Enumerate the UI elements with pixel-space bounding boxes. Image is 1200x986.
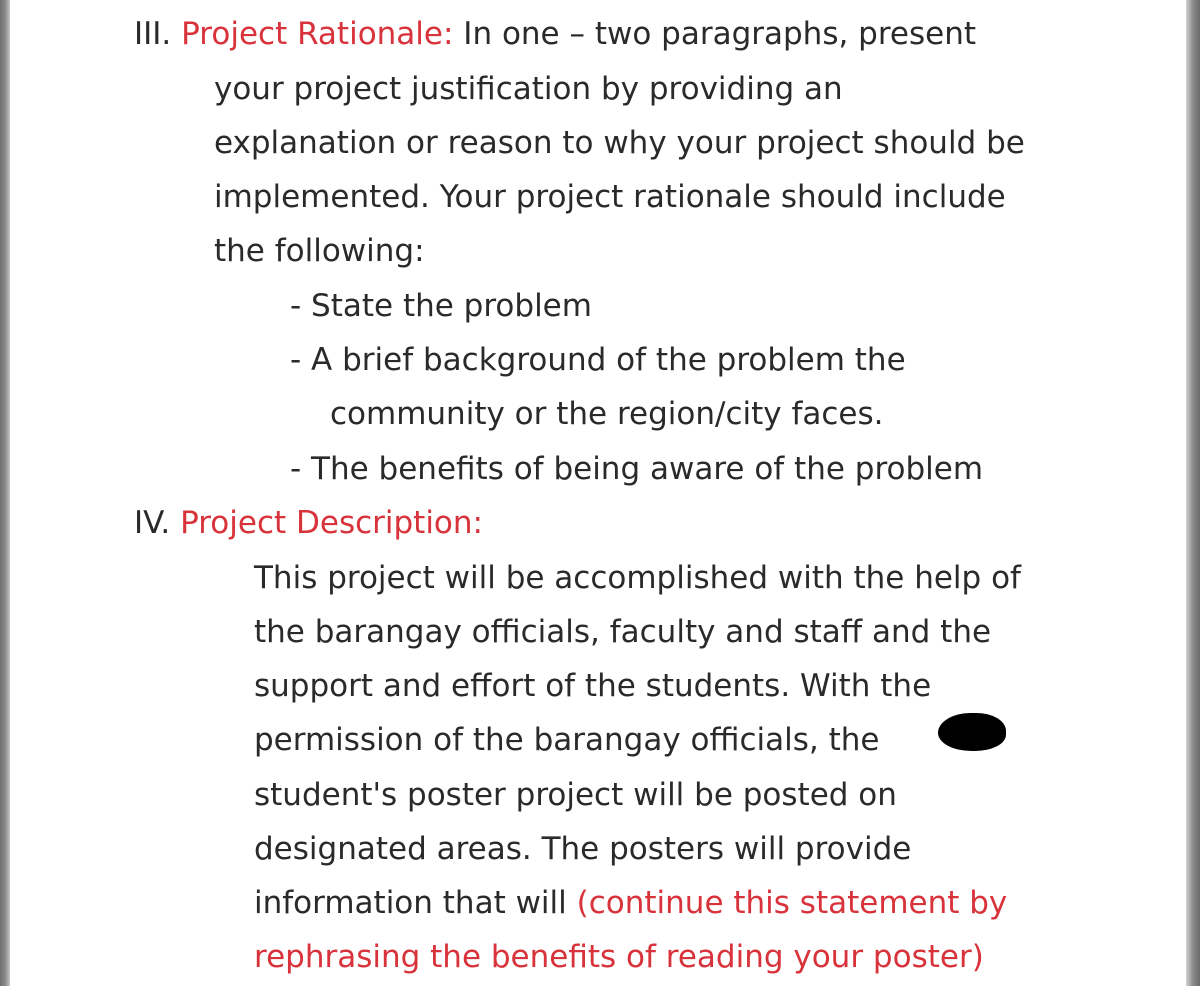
section-4-heading-line xyxy=(134,503,483,543)
section-4-body-line-3: support and effort of the students. With the xyxy=(254,668,932,704)
section-3-heading: Project Rationale: xyxy=(181,16,454,52)
section-3-first-line xyxy=(134,14,976,54)
section-4-body-line-2: the barangay officials, faculty and staff and the xyxy=(254,614,992,650)
section-3-intro-line-4: implemented. Your project rationale should include xyxy=(214,179,1006,215)
section-4-body-line-1: This project will be accomplished with the help of xyxy=(254,560,1021,596)
section-4-body-line-6: designated areas. The posters will provide xyxy=(254,831,912,867)
document-page xyxy=(10,0,1186,986)
section-3-numeral: III. xyxy=(134,16,172,52)
section-4-heading: Project Description: xyxy=(180,505,483,541)
section-3-intro-line-5: the following: xyxy=(214,233,425,269)
section-4-instruction-line-1: (continue this statement by xyxy=(576,885,1008,921)
section-4-body-line-7 xyxy=(254,883,1007,923)
section-4-instruction-line-2: rephrasing the benefits of reading your poster) xyxy=(254,939,984,975)
bullet-background-line-1: - A brief background of the problem the xyxy=(290,342,906,378)
right-page-edge xyxy=(1186,0,1200,986)
section-3-intro-line-3: explanation or reason to why your project should be xyxy=(214,125,1025,161)
redaction-mark xyxy=(938,713,1006,751)
bullet-state-problem: - State the problem xyxy=(290,288,592,324)
section-3-intro-line-2: your project justification by providing an xyxy=(214,71,843,107)
bullet-background-line-2: community or the region/city faces. xyxy=(330,396,884,432)
section-4-body-line-5: student's poster project will be posted on xyxy=(254,777,897,813)
section-4-numeral: IV. xyxy=(134,505,171,541)
section-4-body-line-7-text: information that will xyxy=(254,885,567,921)
left-page-edge xyxy=(0,0,10,986)
bullet-benefits: - The benefits of being aware of the problem xyxy=(290,451,984,487)
section-4-body-line-4: permission of the barangay officials, the xyxy=(254,722,880,758)
section-3-intro-line-1: In one – two paragraphs, present xyxy=(463,16,977,52)
